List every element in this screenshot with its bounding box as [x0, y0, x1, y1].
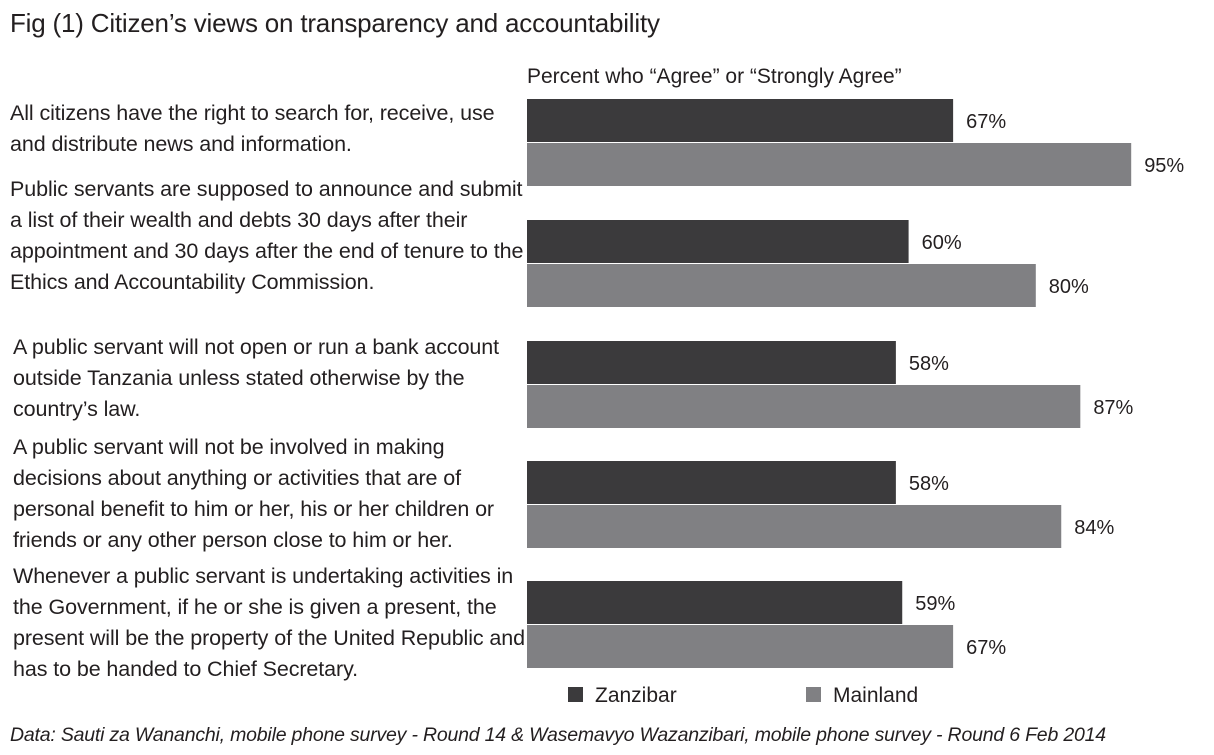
- bar-mainland-5: [527, 625, 953, 668]
- category-label-2: Public servants are supposed to announce and submit a list of their wealth and debts 30 days after their appointment and 30 days after the end of tenure to the Ethics and Accountability Commission.: [10, 177, 524, 294]
- data-label-mainland-1: 95%: [1144, 155, 1185, 177]
- bar-mainland-2: [527, 264, 1036, 307]
- chart-title: Fig (1) Citizen’s views on transparency and accountability: [10, 8, 660, 38]
- bar-mainland-3: [527, 385, 1080, 428]
- legend-item-zanzibar: [568, 684, 677, 708]
- legend-swatch-mainland: [806, 687, 821, 702]
- bar-zanzibar-3: [527, 341, 896, 384]
- bar-mainland-1: [527, 143, 1131, 186]
- data-label-mainland-4: 84%: [1074, 517, 1115, 539]
- data-label-mainland-5: 67%: [966, 637, 1007, 659]
- category-label-1: All citizens have the right to search for, receive, use and distribute news and information.: [10, 101, 495, 156]
- bar-zanzibar-2: [527, 220, 909, 263]
- legend-swatch-zanzibar: [568, 687, 583, 702]
- bar-zanzibar-4: [527, 461, 896, 504]
- data-label-mainland-3: 87%: [1093, 397, 1134, 419]
- data-label-mainland-2: 80%: [1048, 276, 1089, 298]
- legend-label-zanzibar: Zanzibar: [595, 684, 677, 707]
- data-label-zanzibar-4: 58%: [908, 473, 949, 495]
- category-label-3: A public servant will not open or run a bank account outside Tanzania unless stated otherwise by the country’s law.: [13, 335, 500, 421]
- category-label-4: A public servant will not be involved in making decisions about anything or activities that are of personal benefit to him or her, his or her children or friends or any other person close to him or her.: [13, 435, 494, 552]
- bar-zanzibar-5: [527, 581, 902, 624]
- data-label-zanzibar-2: 60%: [921, 232, 962, 254]
- chart-subtitle: Percent who “Agree” or “Strongly Agree”: [527, 65, 902, 88]
- legend-item-mainland: [806, 684, 918, 708]
- category-label-5: Whenever a public servant is undertaking activities in the Government, if he or she is given a present, the present will be the property of the United Republic and has to be handed to Chief Secretary.: [13, 564, 526, 681]
- data-label-zanzibar-5: 59%: [915, 593, 956, 615]
- data-label-zanzibar-1: 67%: [966, 111, 1007, 133]
- bar-mainland-4: [527, 505, 1061, 548]
- bar-zanzibar-1: [527, 99, 953, 142]
- legend-label-mainland: Mainland: [833, 684, 919, 707]
- data-source-note: Data: Sauti za Wananchi, mobile phone survey - Round 14 & Wasemavyo Wazanzibari, mobile phone survey - Round 6 Feb 2014: [10, 724, 1106, 746]
- data-label-zanzibar-3: 58%: [908, 353, 949, 375]
